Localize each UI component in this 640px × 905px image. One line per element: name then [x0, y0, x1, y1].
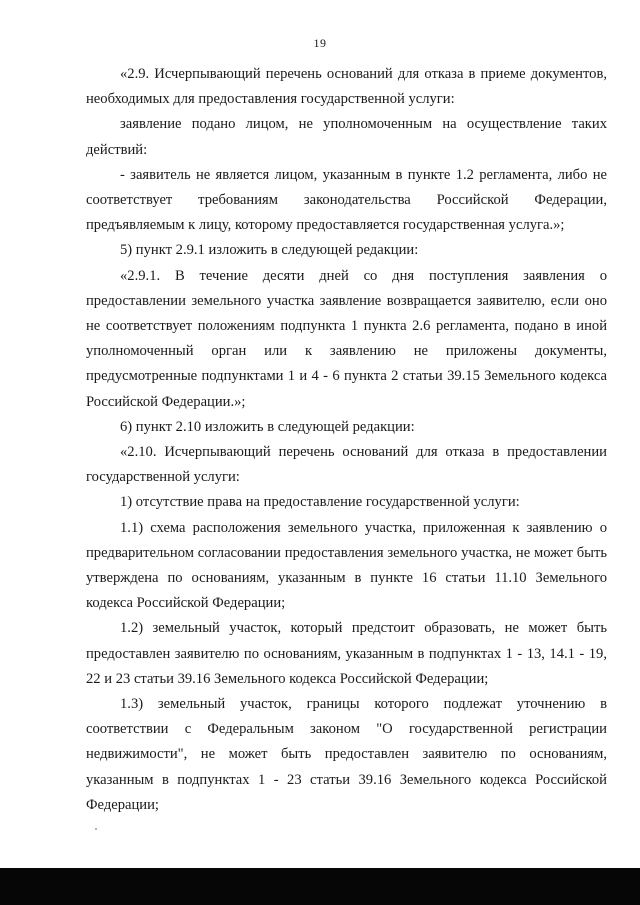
paragraph-subitem-1: 1) отсутствие права на предоставление государственной услуги:: [120, 494, 520, 511]
scan-bottom-border: [0, 868, 640, 905]
paragraph-item-6: 6) пункт 2.10 изложить в следующей редакции:: [120, 418, 415, 435]
paragraph-item-5: 5) пункт 2.9.1 изложить в следующей редакции:: [120, 242, 419, 259]
paragraph-refusal-applicant: - заявитель не является лицом, указанным в пункте 1.2 регламента, либо не соответствует требованиям законодательства Российской Федерации, предъявляемым к лицу, которому предоставляется государственная услуга.»;: [86, 166, 607, 234]
paragraph-2-9: «2.9. Исчерпывающий перечень оснований для отказа в приеме документов, необходимых для предоставления государственной услуги:: [86, 66, 607, 108]
paragraph-subitem-1-2: 1.2) земельный участок, который предстоит образовать, не может быть предоставлен заявителю по основаниям, указанным в подпунктах 1 - 13, 14.1 - 19, 22 и 23 статьи 39.16 Земельного кодекса Российской Федерации;: [86, 620, 607, 687]
paragraph-subitem-1-3: 1.3) земельный участок, границы которого подлежат уточнению в соответствии с Федеральным законом "О государственной регистрации недвижимости", не может быть предоставлен заявителю по основаниям, указанным в подпунктах 1 - 23 статьи 39.16 Земельного кодекса Российской Федерации;: [86, 696, 607, 813]
paragraph-subitem-1-1: 1.1) схема расположения земельного участка, приложенная к заявлению о предварительном согласовании предоставления земельного участка, не может быть утверждена по основаниям, указанным в пункте 16 статьи 11.10 Земельного кодекса Российской Федерации;: [86, 519, 607, 612]
paragraph-2-10: «2.10. Исчерпывающий перечень оснований для отказа в предоставлении государственной услуги:: [86, 444, 607, 486]
page-number: 19: [313, 36, 327, 50]
paragraph-refusal-unauthorized: заявление подано лицом, не уполномоченным на осуществление таких действий:: [86, 116, 607, 158]
document-body: [86, 62, 607, 818]
scan-speck: [95, 828, 97, 830]
paragraph-2-9-1: «2.9.1. В течение десяти дней со дня поступления заявления о предоставлении земельного участка заявление возвращается заявителю, если оно не соответствует положениям подпункта 1 пункта 2.6 регламента, подано в иной уполномоченный орган или к заявлению не приложены документы, предусмотренные подпунктами 1 и 4 - 6 пункта 2 статьи 39.15 Земельного кодекса Российской Федерации.»;: [86, 267, 607, 410]
